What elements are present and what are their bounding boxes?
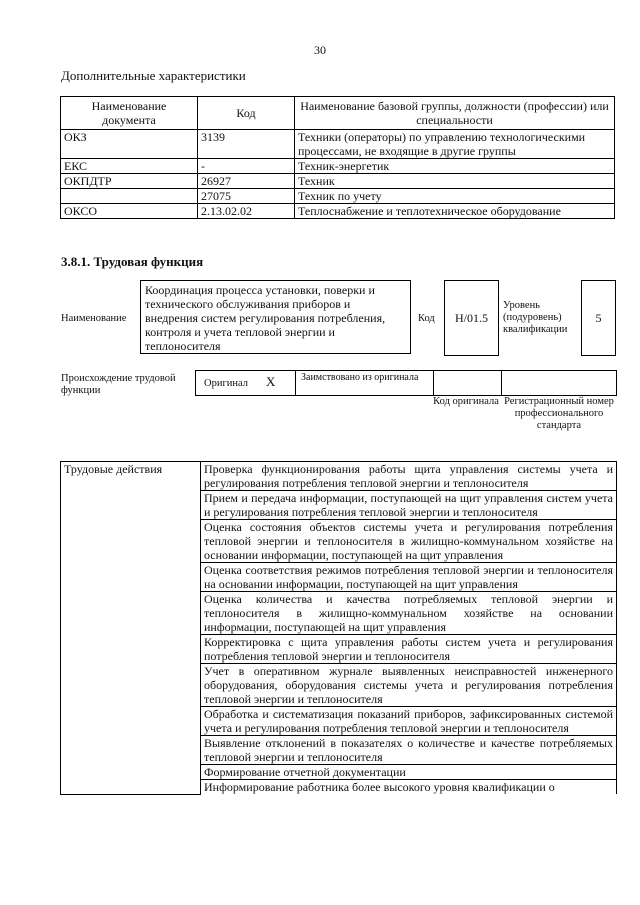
level-value-box: 5: [581, 280, 616, 356]
table-row: [61, 204, 615, 219]
code-original-label: Код оригинала: [433, 396, 499, 407]
original-mark: X: [266, 374, 276, 389]
action-item: Обработка и систематизация показаний приборов, зафиксированных системой учета и регулирования потребления тепловой энергии и теплоносителя: [201, 707, 617, 736]
divider: [295, 371, 296, 395]
name-cell: Теплоснабжение и теплотехническое оборудование: [295, 204, 615, 219]
table-row: [61, 159, 615, 174]
section-heading: Дополнительные характеристики: [61, 68, 246, 83]
origin-row: [195, 370, 617, 396]
column-header: Наименование документа: [61, 97, 198, 130]
doc-cell: ОКСО: [61, 204, 198, 219]
doc-cell: ОКЗ: [61, 130, 198, 159]
doc-cell: ОКПДТР: [61, 174, 198, 189]
registration-number-label: Регистрационный номер профессионального стандарта: [504, 396, 614, 431]
action-item: Учет в оперативном журнале выявленных неисправностей инженерного оборудования, оборудования системы учета и регулирования потребления тепловой энергии и теплоносителя: [201, 664, 617, 707]
table-row: [61, 189, 615, 204]
code-cell: 2.13.02.02: [198, 204, 295, 219]
action-item: Оценка количества и качества потребляемых тепловой энергии и теплоносителя в жилищно-коммунальном хозяйстве на основании информации, поступающей на щит управления: [201, 592, 617, 635]
action-item: Формирование отчетной документации: [201, 765, 617, 780]
name-cell: Техники (операторы) по управлению технологическими процессами, не входящие в другие группы: [295, 130, 615, 159]
code-cell: 26927: [198, 174, 295, 189]
action-item: Проверка функционирования работы щита управления системы учета и регулирования потребления тепловой энергии и теплоносителя: [201, 462, 617, 491]
column-header: Код: [198, 97, 295, 130]
action-item: Оценка состояния объектов системы учета и регулирования потребления тепловой энергии и теплоносителя в жилищно-коммунальном хозяйстве на основании информации, поступающей на щит управления: [201, 520, 617, 563]
origin-label: Происхождение трудовой функции: [61, 373, 176, 396]
divider: [433, 371, 434, 395]
column-header: Наименование базовой группы, должности (профессии) или специальности: [295, 97, 615, 130]
code-cell: 3139: [198, 130, 295, 159]
characteristics-table: [60, 96, 615, 219]
code-cell: 27075: [198, 189, 295, 204]
page-number: 30: [314, 43, 326, 57]
function-title: 3.8.1. Трудовая функция: [61, 254, 204, 269]
action-item: Оценка соответствия режимов потребления тепловой энергии и теплоносителя на основании информации, поступающей на щит управления: [201, 563, 617, 592]
doc-cell: ЕКС: [61, 159, 198, 174]
name-cell: Техник: [295, 174, 615, 189]
function-name-box: Координация процесса установки, поверки и технического обслуживания приборов и внедрения систем регулирования потребления, контроля и учета тепловой энергии и теплоносителя: [140, 280, 411, 354]
action-item: Корректировка с щита управления работы систем учета и регулирования потребления тепловой энергии и теплоносителя: [201, 635, 617, 664]
actions-table: [60, 461, 617, 795]
name-label: Наименование: [61, 313, 127, 324]
table-row: [61, 462, 617, 491]
action-item: Выявление отклонений в показателях о количестве и качестве потребляемых тепловой энергии и теплоносителя: [201, 736, 617, 765]
code-label: Код: [418, 313, 435, 324]
borrowed-label: Заимствовано из оригинала: [301, 372, 419, 383]
table-row: [61, 174, 615, 189]
function-code-box: Н/01.5: [444, 280, 499, 356]
name-cell: Техник-энергетик: [295, 159, 615, 174]
actions-label-cell: Трудовые действия: [61, 462, 201, 795]
action-item: Прием и передача информации, поступающей на щит управления систем учета и регулирования потребления тепловой энергии и теплоносителя: [201, 491, 617, 520]
code-cell: -: [198, 159, 295, 174]
level-label: Уровень (подуровень) квалификации: [503, 300, 568, 335]
action-item: Информирование работника более высокого уровня квалификации о: [201, 780, 617, 795]
divider: [501, 371, 502, 395]
original-label: Оригинал: [204, 378, 248, 389]
table-row: [61, 130, 615, 159]
name-cell: Техник по учету: [295, 189, 615, 204]
doc-cell: [61, 189, 198, 204]
